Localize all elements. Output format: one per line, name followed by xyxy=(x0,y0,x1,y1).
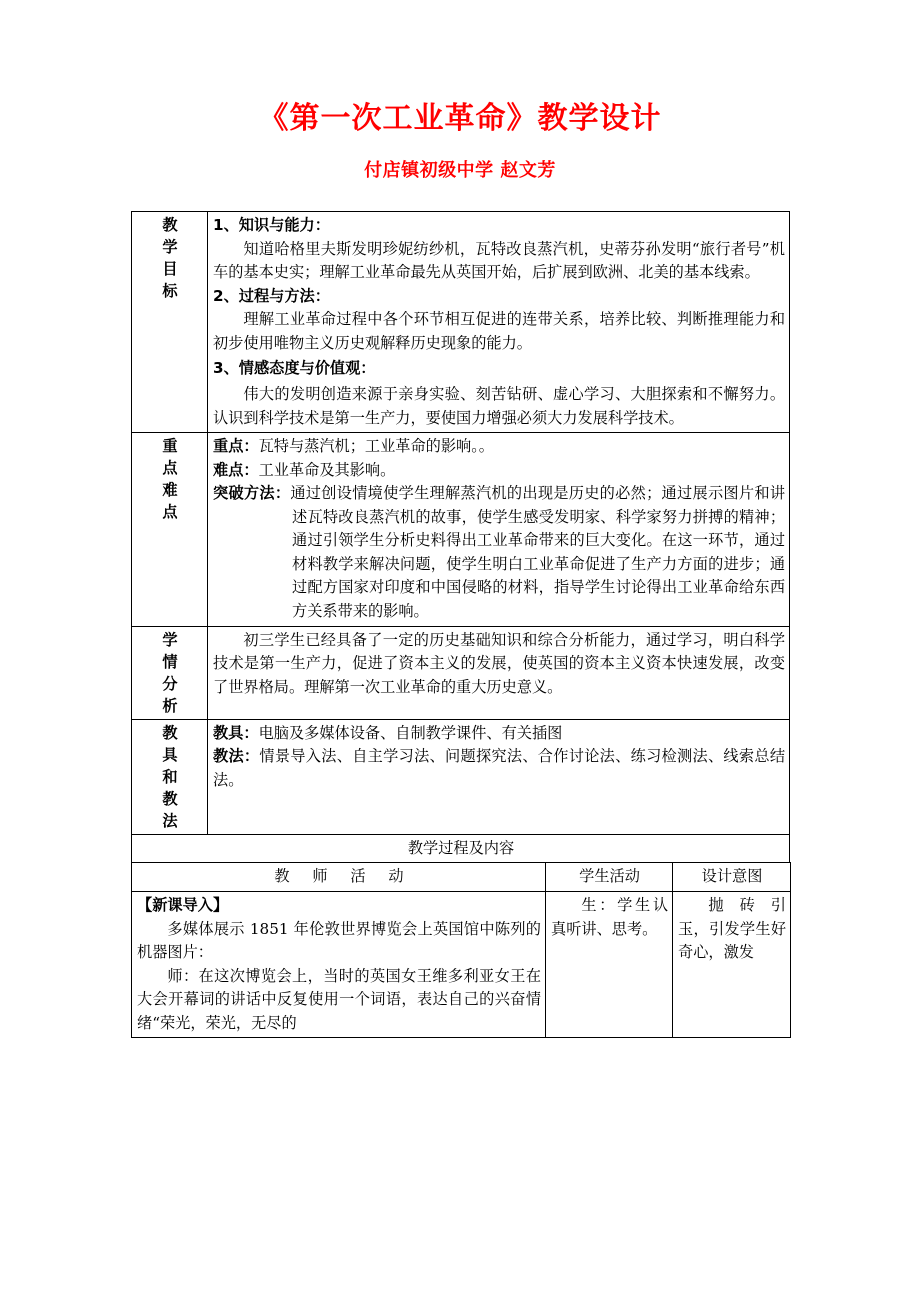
methods-item-2 xyxy=(213,745,785,792)
objective-heading-2: 2、过程与方法： xyxy=(213,286,330,305)
methods-item-1 xyxy=(213,722,785,746)
analysis-body: 初三学生已经具备了一定的历史基础知识和综合分析能力，通过学习，明白科学技术是第一生产力，促进了资本主义的发展，使英国的资本主义资本快速发展，改变了世界格局。理解第一次工业革命的重大历史意义。 xyxy=(213,630,785,696)
row-content-analysis xyxy=(208,626,790,719)
objective-heading-3: 3、情感态度与价值观： xyxy=(213,359,376,378)
table-row-objectives xyxy=(132,212,790,433)
lesson-plan-table xyxy=(131,211,790,863)
objective-heading-1: 1、知识与能力： xyxy=(213,216,330,234)
process-table xyxy=(131,862,791,1038)
page-title: 《第一次工业革命》教学设计 xyxy=(258,101,662,136)
table-row xyxy=(132,891,791,1037)
process-section-title: 教学过程及内容 xyxy=(132,834,790,863)
vertical-label-text: 重 点 难 点 xyxy=(162,437,178,522)
design-intent-text: 抛 砖 引 玉，引发学生好奇心，激发 xyxy=(678,895,786,962)
keypoint-label-1: 重点： xyxy=(213,437,259,456)
row-label-methods xyxy=(132,719,208,834)
row-content-methods xyxy=(208,719,790,834)
keypoint-text-2: 工业革命及其影响。 xyxy=(258,460,396,479)
vertical-label-text: 学 情 分 析 xyxy=(162,630,178,715)
vertical-label-text: 教 学 目 标 xyxy=(162,216,178,301)
breakthrough-text: 通过创设情境使学生理解蒸汽机的出现是历史的必然；通过展示图片和讲述瓦特改良蒸汽机的故事，使学生感受发明家、科学家努力拼搏的精神；通过引领学生分析史料得出工业革命带来的巨大变化。在这一环节，通过材料教学来解决问题，使学生明白工业革命促进了生产力方面的进步；通过配方国家对印度和中国侵略的材料，指导学生讨论得出工业革命给东西方关系带来的影响。 xyxy=(290,484,786,620)
process-column-header-teacher: 教 师 活 动 xyxy=(132,863,546,892)
keypoint-line-2 xyxy=(213,459,785,483)
table-row-process-title xyxy=(132,834,790,863)
row-content-keypoints xyxy=(208,433,790,627)
breakthrough-line xyxy=(213,482,785,623)
vertical-label-text: 教 具 和 教 法 xyxy=(162,723,188,830)
keypoint-line-1 xyxy=(213,435,785,459)
objective-body-2: 理解工业革命过程中各个环节相互促进的连带关系，培养比较、判断推理能力和初步使用唯物主义历史观解释历史现象的能力。 xyxy=(213,310,785,352)
process-column-header-student: 学生活动 xyxy=(546,863,673,892)
process-column-header-intent: 设计意图 xyxy=(673,863,791,892)
table-row-analysis xyxy=(132,626,790,719)
row-content-objectives xyxy=(208,212,790,433)
methods-label-1: 教具： xyxy=(213,723,259,742)
objective-body-1: 知道哈格里夫斯发明珍妮纺纱机，瓦特改良蒸汽机，史蒂芬孙发明“旅行者号”机车的基本史实；理解工业革命最先从英国开始，后扩展到欧洲、北美的基本线索。 xyxy=(213,239,785,282)
process-header-row xyxy=(132,863,791,892)
lesson-plan-table-wrapper xyxy=(131,211,790,1038)
process-cell-intent xyxy=(673,891,791,1037)
row-label-analysis xyxy=(132,626,208,719)
lesson-intro-para-2: 师：在这次博览会上，当时的英国女王维多利亚女王在大会开幕词的讲话中反复使用一个词语，表达自己的兴奋情绪“荣光，荣光，无尽的 xyxy=(137,966,541,1032)
objective-body-3: 伟大的发明创造来源于亲身实验、刻苦钻研、虚心学习、大胆探索和不懈努力。认识到科学技术是第一生产力，要使国力增强必须大力发展科学技术。 xyxy=(213,384,785,427)
breakthrough-label: 突破方法： xyxy=(213,484,291,503)
methods-text-1: 电脑及多媒体设备、自制教学课件、有关插图 xyxy=(258,723,563,742)
process-cell-student xyxy=(546,891,673,1037)
student-activity-text: 生：学生认真听讲、思考。 xyxy=(551,895,668,938)
row-label-objectives xyxy=(132,212,208,433)
keypoint-text-1: 瓦特与蒸汽机；工业革命的影响。。 xyxy=(258,437,494,456)
process-cell-teacher xyxy=(132,891,546,1037)
page-subtitle: 付店镇初级中学 赵文芳 xyxy=(364,159,556,181)
table-row-keypoints xyxy=(132,433,790,627)
lesson-intro-heading: 【新课导入】 xyxy=(137,895,229,914)
lesson-intro-para-1: 多媒体展示 1851 年伦敦世界博览会上英国馆中陈列的机器图片： xyxy=(137,919,541,962)
methods-label-2: 教法： xyxy=(213,747,260,766)
row-label-keypoints xyxy=(132,433,208,627)
methods-text-2: 情景导入法、自主学习法、问题探究法、合作讨论法、练习检测法、线索总结法。 xyxy=(213,747,786,789)
table-row-methods xyxy=(132,719,790,834)
keypoint-label-2: 难点： xyxy=(213,460,259,479)
